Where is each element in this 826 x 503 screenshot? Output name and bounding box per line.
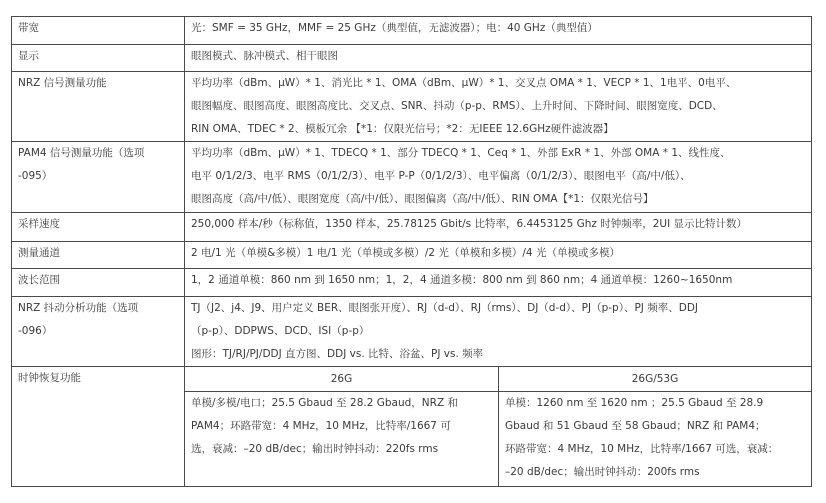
row-label: NRZ 信号测量功能 xyxy=(12,72,185,142)
subtable-body-row xyxy=(185,392,811,487)
table-row-nrz-measurement xyxy=(12,72,812,142)
label-line: -095） xyxy=(18,170,53,182)
row-value xyxy=(185,142,812,213)
row-label: 带宽 xyxy=(12,17,185,45)
table-row-sampling-rate xyxy=(12,213,812,242)
value-line: 图形：TJ/RJ/PJ/DDJ 直方图、DDJ vs. 比特、浴盆、PJ vs. 频率 xyxy=(191,348,484,360)
label-line: -096） xyxy=(18,325,53,337)
clock-recovery-subtable xyxy=(185,367,811,486)
value-line: 单模：1260 nm 至 1620 nm ；25.5 Gbaud 至 28.9 xyxy=(505,397,764,409)
row-label: 采样速度 xyxy=(12,213,185,242)
value-line: TJ（J2、j4、J9、用户定义 BER、眼图张开度）、RJ（d-d）、RJ（rms）、DJ（d-d）、PJ（p-p）、PJ 频率、DDJ xyxy=(191,302,698,314)
row-value xyxy=(185,72,812,142)
table-row-pam4-measurement xyxy=(12,142,812,213)
value-line: （p-p）、DDPWS、DCD、ISI（p-p） xyxy=(191,325,370,337)
value-line: 眼图幅度、眼图高度、眼图高度比、交叉点、SNR、抖动（p-p、RMS）、上升时间、下降时间、眼图宽度、DCD、 xyxy=(191,100,723,112)
row-label: 波长范围 xyxy=(12,269,185,297)
value-line: 眼图模式、脉冲模式、相干眼图 xyxy=(191,50,338,62)
value-line: PAM4；环路带宽：4 MHz，10 MHz，比特率/1667 可 xyxy=(191,420,451,432)
row-label: 时钟恢复功能 xyxy=(12,367,185,487)
value-line: Gbaud 和 51 Gbaud 至 58 Gbaud；NRZ 和 PAM4； xyxy=(505,420,766,432)
table-row-wavelength xyxy=(12,269,812,297)
value-line: RIN OMA、TDEC * 2、模板冗余 【*1：仅限光信号；*2：无IEEE 12.6GHz硬件滤波器】 xyxy=(191,123,614,135)
value-line: –20 dB/dec；输出时钟抖动：200fs rms xyxy=(505,466,700,478)
row-value xyxy=(185,242,812,269)
table-row-bandwidth xyxy=(12,17,812,45)
row-value xyxy=(185,45,812,72)
value-line: 平均功率（dBm、μW）* 1、TDECQ * 1、部分 TDECQ * 1、Ceq * 1、外部 ExR * 1、外部 OMA * 1、线性度、 xyxy=(191,147,731,159)
row-value xyxy=(185,213,812,242)
row-value xyxy=(185,269,812,297)
subtable-header-26g-53g: 26G/53G xyxy=(499,367,812,392)
row-value xyxy=(185,17,812,45)
label-line: PAM4 信号测量功能（选项 xyxy=(18,147,145,159)
subtable-header-26g: 26G xyxy=(185,367,499,392)
row-label xyxy=(12,142,185,213)
subtable-cell-26g-53g xyxy=(499,392,812,487)
value-line: 平均功率（dBm、μW）* 1、消光比 * 1、OMA（dBm、μW）* 1、交叉点 OMA * 1、VECP * 1、1电平、0电平、 xyxy=(191,77,737,89)
table-row-nrz-jitter xyxy=(12,297,812,367)
row-label: 显示 xyxy=(12,45,185,72)
row-value xyxy=(185,297,812,367)
value-line: 250,000 样本/秒（标称值，1350 样本，25.78125 Gbit/s 比特率，6.4453125 Ghz 时钟频率，2UI 显示比特计数） xyxy=(191,218,748,230)
clock-recovery-subtable-cell xyxy=(185,367,812,487)
label-line: NRZ 抖动分析功能（选项 xyxy=(18,302,139,314)
row-label: 测量通道 xyxy=(12,242,185,269)
value-line: 2 电/1 光（单模&多模）1 电/1 光（单模或多模）/2 光（单模和多模）/4 光（单模或多模） xyxy=(191,247,620,259)
value-line: 单模/多模/电口；25.5 Gbaud 至 28.2 Gbaud，NRZ 和 xyxy=(191,397,458,409)
value-line: 1，2 通道单模：860 nm 到 1650 nm；1，2，4 通道多模：800 nm 到 860 nm；4 通道单模：1260~1650nm xyxy=(191,274,733,286)
value-line: 眼图高度（高/中/低）、眼图宽度（高/中/低）、眼图偏离（高/中/低）、RIN OMA【*1：仅限光信号】 xyxy=(191,193,654,205)
value-line: 光：SMF = 35 GHz，MMF = 25 GHz（典型值，无滤波器）；电：40 GHz（典型值） xyxy=(191,22,598,34)
table-row-clock-recovery xyxy=(12,367,812,487)
row-label xyxy=(12,297,185,367)
value-line: 电平 0/1/2/3、电平 RMS（0/1/2/3）、电平 P-P（0/1/2/3）、电平偏离（0/1/2/3）、眼图电平（高/中/低）、 xyxy=(191,170,691,182)
subtable-header-row xyxy=(185,367,811,392)
table-row-channels xyxy=(12,242,812,269)
value-line: 环路带宽：4 MHz，10 MHz，比特率/1667 可选，衰减： xyxy=(505,443,779,455)
value-line: 选，衰减：–20 dB/dec；输出时钟抖动：220fs rms xyxy=(191,443,439,455)
spec-table xyxy=(11,16,812,487)
subtable-cell-26g xyxy=(185,392,499,487)
table-row-display xyxy=(12,45,812,72)
